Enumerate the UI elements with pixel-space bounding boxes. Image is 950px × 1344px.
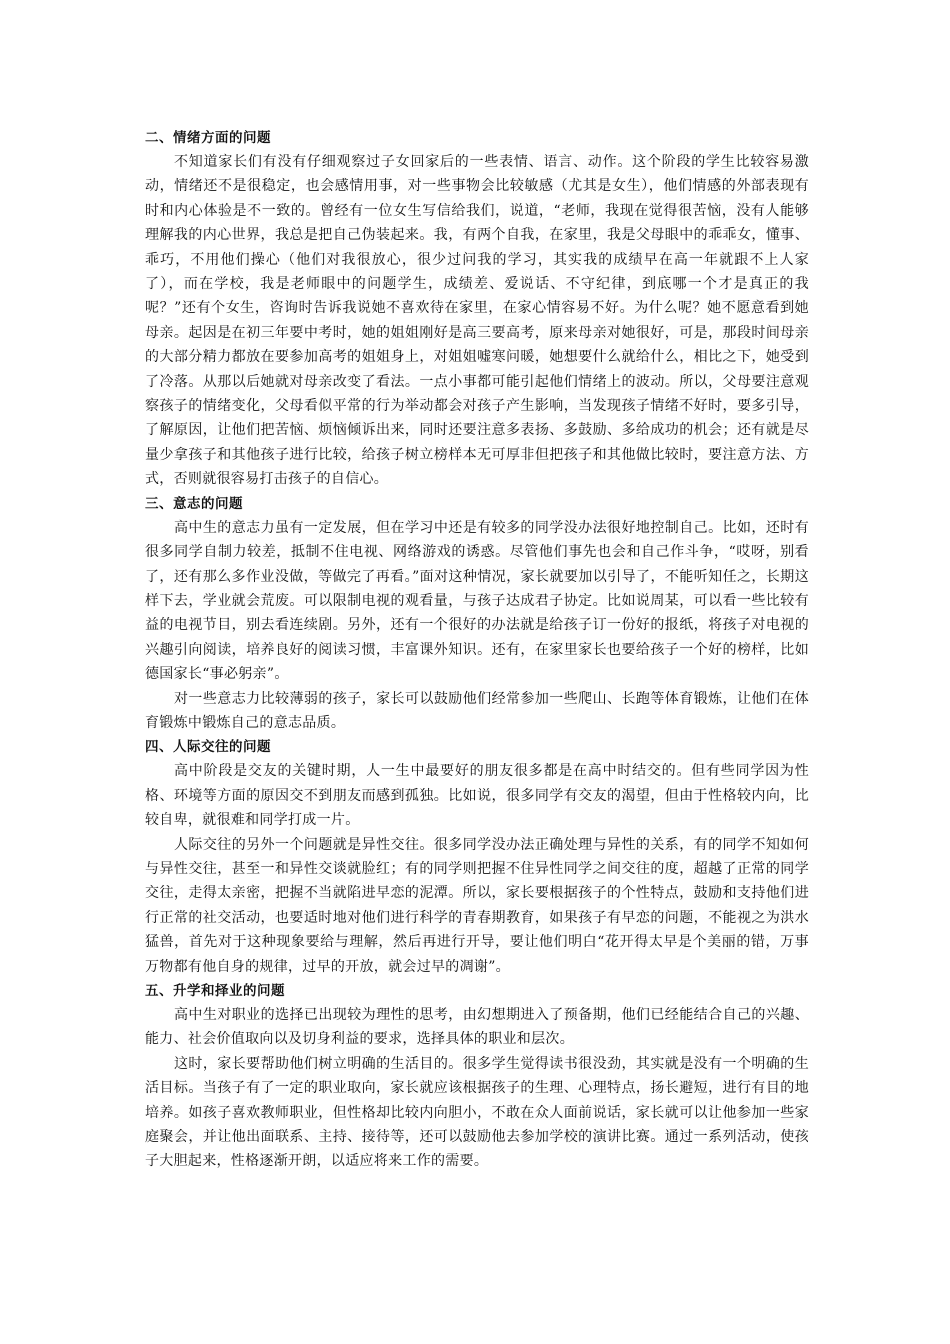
section-career	[145, 979, 809, 1174]
paragraph: 这时，家长要帮助他们树立明确的生活目的。很多学生觉得读书很没劲，其实就是没有一个明确的生活目标。当孩子有了一定的职业取向，家长就应该根据孩子的生理、心理特点，扬长避短，进行有目的地培养。如孩子喜欢教师职业，但性格却比较内向胆小，不敢在众人面前说话，家长就可以让他参加一些家庭聚会，并让他出面联系、主持、接待等，还可以鼓励他去参加学校的演讲比赛。通过一系列活动，使孩子大胆起来，性格逐渐开朗，以适应将来工作的需要。	[145, 1055, 809, 1170]
section-willpower	[145, 492, 809, 736]
paragraph: 高中阶段是交友的关键时期，人一生中最要好的朋友很多都是在高中时结交的。但有些同学因为性格、环境等方面的原因交不到朋友而感到孤独。比如说，很多同学有交友的渴望，但由于性格较内向，比较自卑，就很难和同学打成一片。	[145, 763, 809, 829]
section-emotion	[145, 126, 809, 492]
paragraph: 不知道家长们有没有仔细观察过子女回家后的一些表情、语言、动作。这个阶段的学生比较容易激动，情绪还不是很稳定，也会感情用事，对一些事物会比较敏感（尤其是女生），他们情感的外部表现有时和内心体验是不一致的。曾经有一位女生写信给我们，说道，“老师，我现在觉得很苦恼，没有人能够理解我的内心世界，我总是把自己伪装起来。我，有两个自我，在家里，我是父母眼中的乖乖女，懂事、乖巧，不用他们操心（他们对我很放心，很少过问我的学习，其实我的成绩早在高一年就跟不上人家了），而在学校，我是老师眼中的问题学生，成绩差、爱说话、不守纪律，到底哪一个才是真正的我呢？”还有个女生，咨询时告诉我说她不喜欢待在家里，在家心情容易不好。为什么呢？她不愿意看到她母亲。起因是在初三年要中考时，她的姐姐刚好是高三要高考，原来母亲对她很好，可是，那段时间母亲的大部分精力都放在要参加高考的姐姐身上，对姐姐嘘寒问暖，她想要什么就给什么，相比之下，她受到了冷落。从那以后她就对母亲改变了看法。一点小事都可能引起他们情绪上的波动。所以，父母要注意观察孩子的情绪变化，父母看似平常的行为举动都会对孩子产生影响，当发现孩子情绪不好时，要多引导，了解原因，让他们把苦恼、烦恼倾诉出来，同时还要注意多表扬、多鼓励、多给成功的机会；还有就是尽量少拿孩子和其他孩子进行比较，给孩子树立榜样本无可厚非但把孩子和其他做比较时，要注意方法、方式，否则就很容易打击孩子的自信心。	[145, 154, 809, 488]
document-page	[145, 126, 809, 1174]
paragraph: 对一些意志力比较薄弱的孩子，家长可以鼓励他们经常参加一些爬山、长跑等体育锻炼，让他们在体育锻炼中锻炼自己的意志品质。	[145, 690, 809, 731]
section-heading: 五、升学和择业的问题	[145, 983, 285, 999]
section-heading: 四、人际交往的问题	[145, 739, 271, 756]
section-relationships	[145, 735, 809, 979]
paragraph: 高中生对职业的选择已出现较为理性的思考，由幻想期进入了预备期，他们已经能结合自己的兴趣、能力、社会价值取向以及切身利益的要求，选择具体的职业和层次。	[145, 1007, 809, 1048]
paragraph: 人际交往的另外一个问题就是异性交往。很多同学没办法正确处理与异性的关系，有的同学不知如何与异性交往，甚至一和异性交谈就脸红；有的同学则把握不住异性同学之间交往的度，超越了正常的同学交往，走得太亲密，把握不当就陷进早恋的泥潭。所以，家长要根据孩子的个性特点，鼓励和支持他们进行正常的社交活动，也要适时地对他们进行科学的青春期教育，如果孩子有早恋的问题，不能视之为洪水猛兽，首先对于这种现象要给与理解，然后再进行开导，要让他们明白“花开得太早是个美丽的错，万事万物都有他自身的规律，过早的开放，就会过早的凋谢”。	[145, 836, 809, 975]
paragraph: 高中生的意志力虽有一定发展，但在学习中还是有较多的同学没办法很好地控制自己。比如，还时有很多同学自制力较差，抵制不住电视、网络游戏的诱惑。尽管他们事先也会和自己作斗争，“哎呀，别看了，还有那么多作业没做，等做完了再看。”面对这种情况，家长就要加以引导了，不能听知任之，长期这样下去，学业就会荒废。可以限制电视的观看量，与孩子达成君子协定。比如说周某，可以看一些比较有益的电视节目，别去看连续剧。另外，还有一个很好的办法就是给孩子订一份好的报纸，将孩子对电视的兴趣引向阅读，培养良好的阅读习惯，丰富课外知识。还有，在家里家长也要给孩子一个好的榜样，比如德国家长“事必躬亲”。	[145, 519, 809, 683]
section-heading: 三、意志的问题	[145, 495, 243, 512]
section-heading: 二、情绪方面的问题	[145, 130, 271, 146]
